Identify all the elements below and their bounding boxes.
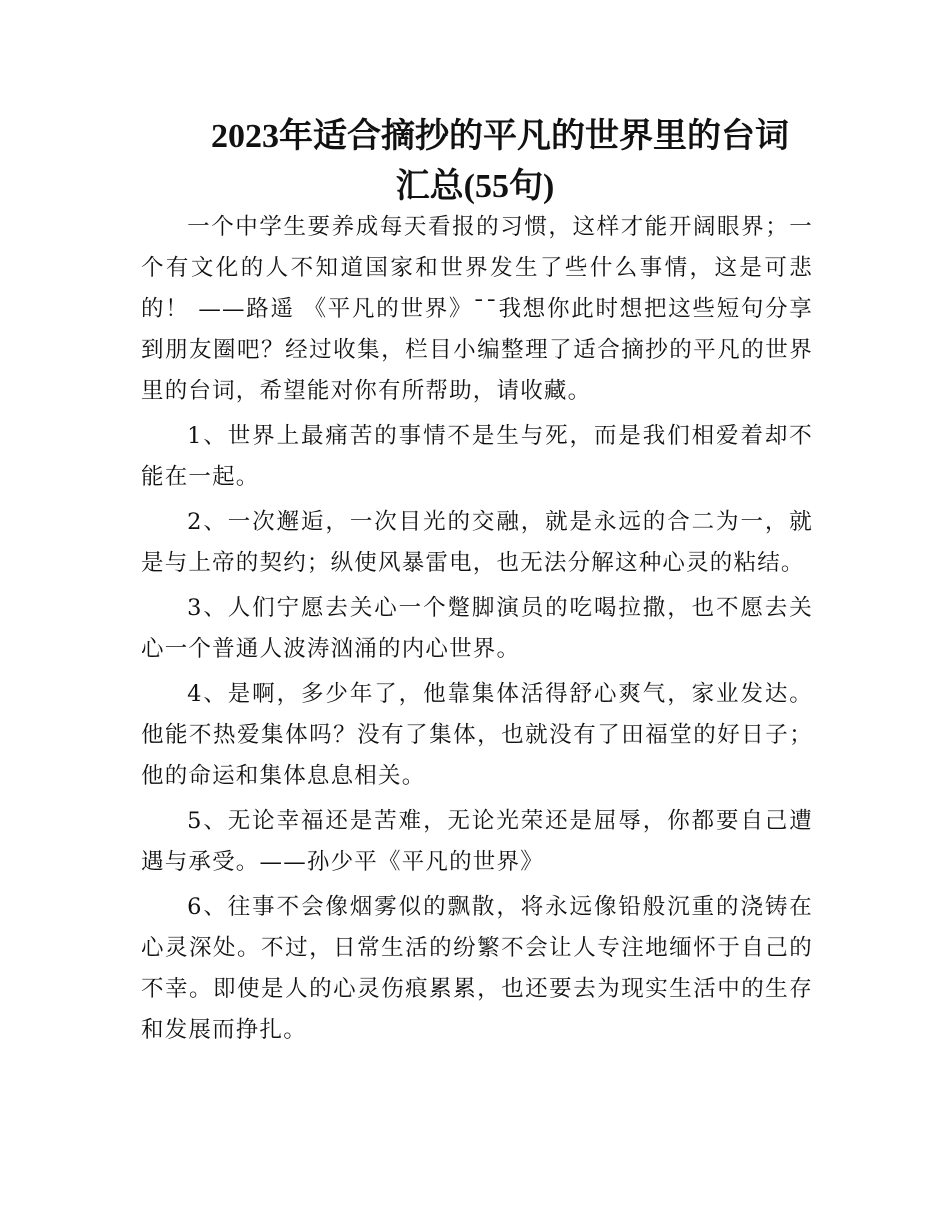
quote-item-1: 1、世界上最痛苦的事情不是生与死，而是我们相爱着却不能在一起。 xyxy=(141,423,813,490)
intro-paragraph: 一个中学生要养成每天看报的习惯，这样才能开阔眼界；一个有文化的人不知道国家和世界发生了些什么事情，这是可悲的！ ——路遥 《平凡的世界》¯¯我想你此时想把这些短句分享到朋友圈吧？经过收集，栏目小编整理了适合摘抄的平凡的世界里的台词，希望能对你有所帮助，请收藏。 xyxy=(141,214,813,404)
document-title xyxy=(140,112,810,212)
quote-item-5: 5、无论幸福还是苦难，无论光荣还是屈辱，你都要自己遭遇与承受。——孙少平《平凡的世界》 xyxy=(141,808,813,875)
quote-item-4: 4、是啊，多少年了，他靠集体活得舒心爽气，家业发达。他能不热爱集体吗？没有了集体，也就没有了田福堂的好日子；他的命运和集体息息相关。 xyxy=(141,681,813,789)
quote-item-3: 3、人们宁愿去关心一个蹩脚演员的吃喝拉撒，也不愿去关心一个普通人波涛汹涌的内心世界。 xyxy=(141,595,813,662)
title-line-2: 汇总(55句) xyxy=(395,168,555,205)
title-line-1: 2023年适合摘抄的平凡的世界里的台词 xyxy=(211,118,789,155)
document-body xyxy=(141,207,813,1055)
quote-item-2: 2、一次邂逅，一次目光的交融，就是永远的合二为一，就是与上帝的契约；纵使风暴雷电，也无法分解这种心灵的粘结。 xyxy=(141,509,813,576)
quote-item-6: 6、往事不会像烟雾似的飘散，将永远像铅般沉重的浇铸在心灵深处。不过，日常生活的纷繁不会让人专注地缅怀于自己的不幸。即使是人的心灵伤痕累累，也还要去为现实生活中的生存和发展而挣扎。 xyxy=(141,894,813,1043)
